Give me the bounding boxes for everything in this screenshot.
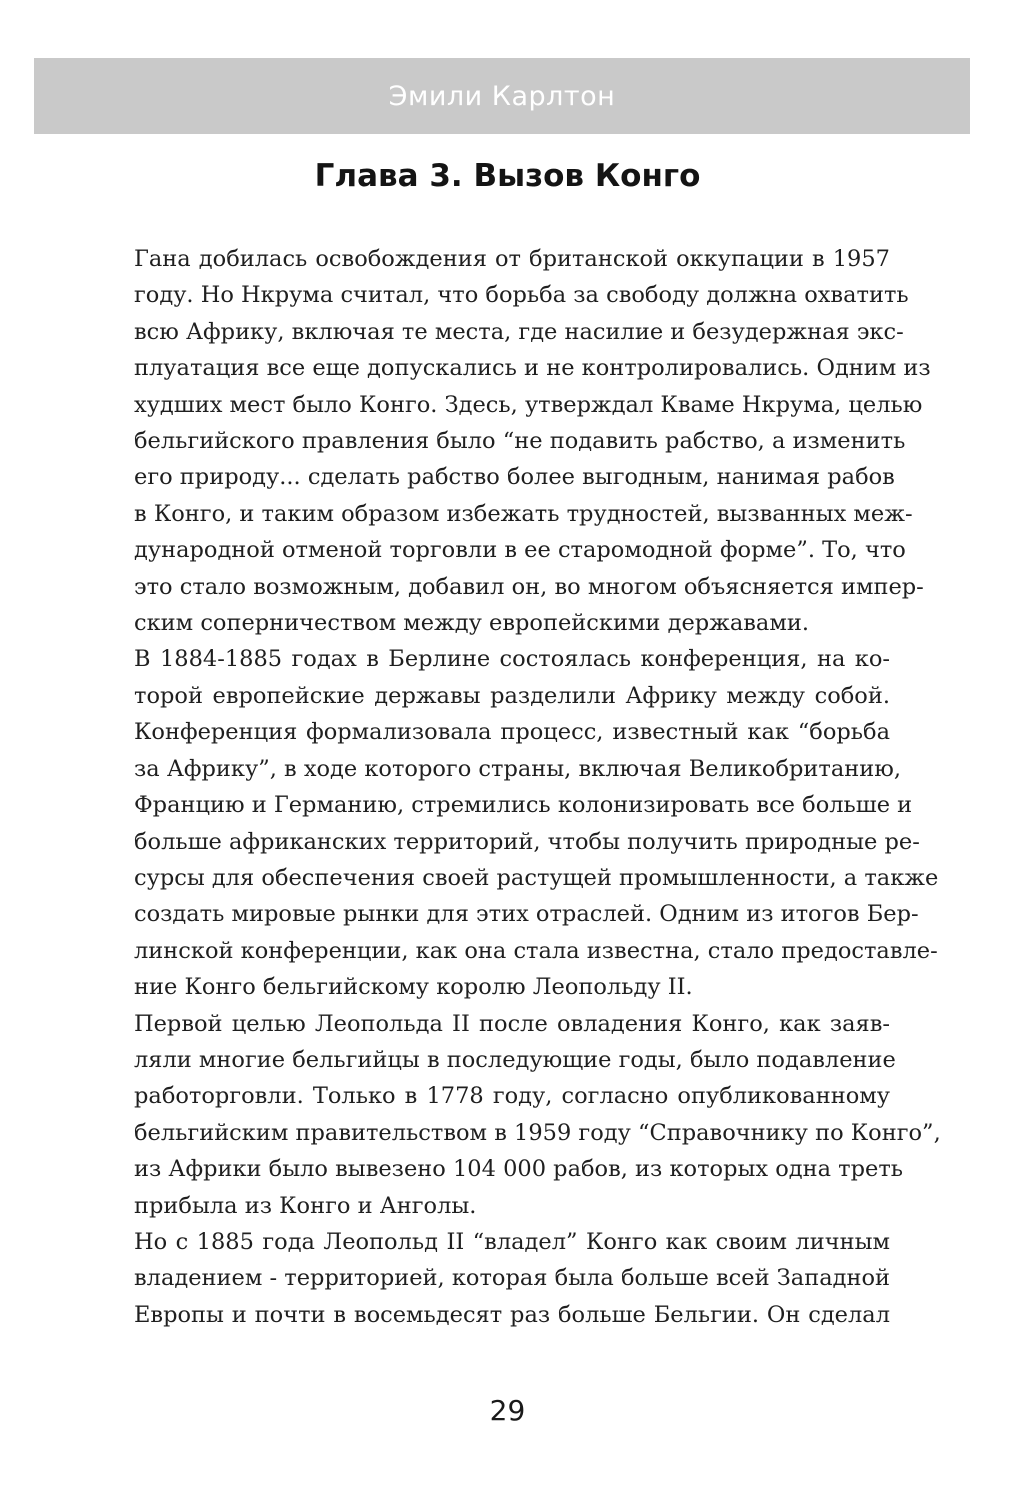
text-line: из Африки было вывезено 104 000 рабов, из которых одна треть	[134, 1156, 904, 1183]
text-line: прибыла из Конго и Анголы.	[134, 1192, 477, 1219]
paragraph-1	[100, 241, 931, 641]
text-line: его природу... сделать рабство более выгодным, нанимая рабов	[134, 464, 895, 491]
text-line: ние Конго бельгийскому королю Леопольду II.	[134, 974, 693, 1001]
text-line: Францию и Германию, стремились колонизировать все больше и	[134, 792, 913, 819]
chapter-title: Глава 3. Вызов Конго	[314, 158, 701, 194]
text-line: владением - территорией, которая была больше всей Западной	[134, 1265, 890, 1292]
text-line: дународной отменой торговли в ее старомодной форме”. То, что	[134, 537, 906, 564]
text-line: бельгийского правления было “не подавить рабство, а изменить	[134, 428, 906, 455]
text-line: бельгийским правительством в 1959 году “Справочнику по Конго”,	[134, 1119, 941, 1146]
text-line: ским соперничеством между европейскими державами.	[134, 610, 809, 637]
page-number: 29	[489, 1394, 526, 1427]
text-line: году. Но Нкрума считал, что борьба за свободу должна охватить	[134, 282, 909, 309]
text-line: это стало возможным, добавил он, во многом объясняется импер-	[134, 573, 924, 600]
text-line: за Африку”, в ходе которого страны, включая Великобританию,	[134, 755, 902, 782]
text-line: В 1884-1885 годах в Берлине состоялась конференция, на ко-	[134, 646, 890, 673]
text-line: больше африканских территорий, чтобы получить природные ре-	[134, 828, 920, 855]
text-line: создать мировые рынки для этих отраслей. Одним из итогов Бер-	[134, 901, 919, 928]
text-line: линской конференции, как она стала известна, стало предоставле-	[134, 937, 938, 964]
text-line: Первой целью Леопольда II после овладения Конго, как заяв-	[134, 1010, 890, 1037]
text-line: Европы и почти в восемьдесят раз больше Бельгии. Он сделал	[134, 1301, 890, 1328]
text-line: работорговли. Только в 1778 году, согласно опубликованному	[134, 1083, 890, 1110]
text-line: Гана добилась освобождения от британской оккупации в 1957	[134, 246, 890, 272]
body-text	[100, 241, 941, 1333]
text-line: сурсы для обеспечения своей растущей промышленности, а также	[134, 864, 939, 891]
paragraph-4	[100, 1224, 890, 1333]
text-line: Но с 1885 года Леопольд II “владел” Конго как своим личным	[134, 1228, 890, 1255]
paragraph-3	[100, 1006, 941, 1224]
text-line: худших мест было Конго. Здесь, утверждал Кваме Нкрума, целью	[134, 391, 923, 418]
paragraph-2	[100, 641, 939, 1005]
running-header	[34, 58, 970, 134]
text-line: ляли многие бельгийцы в последующие годы, было подавление	[134, 1046, 896, 1073]
text-line: торой европейские державы разделили Африку между собой.	[134, 682, 890, 709]
text-line: в Конго, и таким образом избежать трудностей, вызванных меж-	[134, 500, 913, 527]
running-header-title: Эмили Карлтон	[388, 80, 616, 112]
text-line: всю Африку, включая те места, где насилие и безудержная экс-	[134, 318, 904, 345]
text-line: Конференция формализовала процесс, известный как “борьба	[134, 719, 890, 746]
text-line: плуатация все еще допускались и не контролировались. Одним из	[134, 355, 931, 382]
